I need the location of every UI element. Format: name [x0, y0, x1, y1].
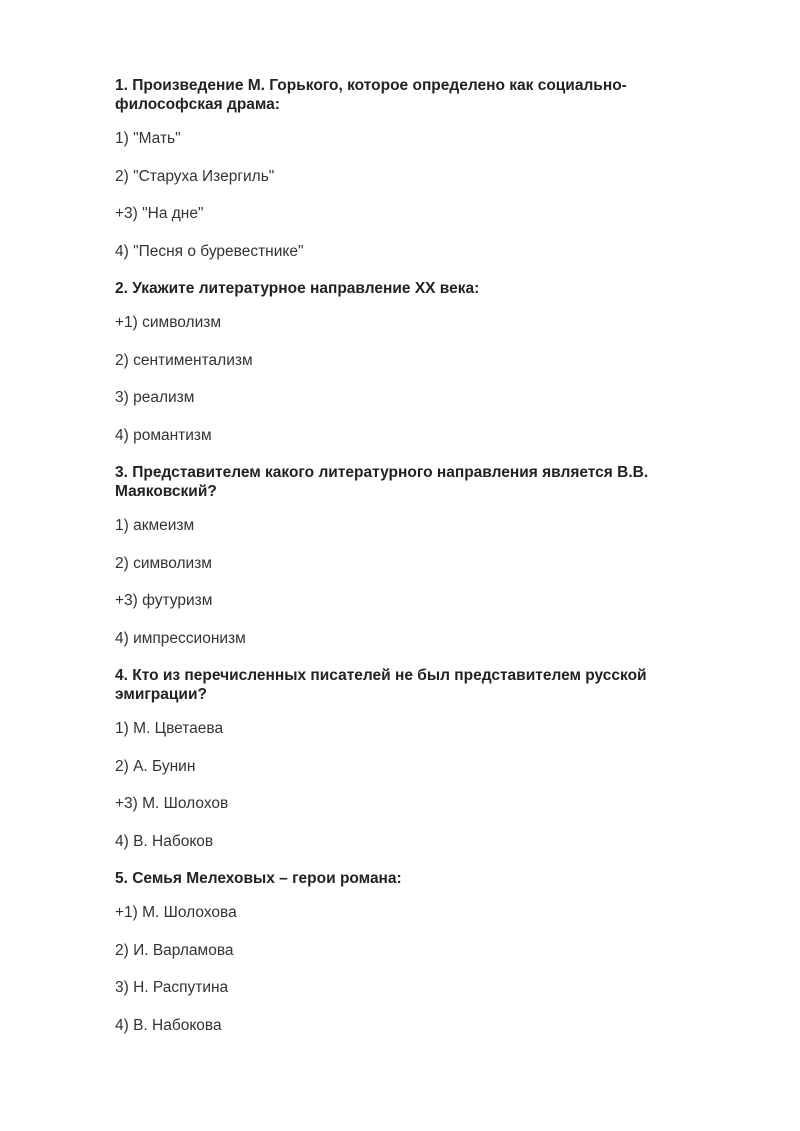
- answer-option: +3) футуризм: [115, 592, 213, 609]
- answer-option: +1) символизм: [115, 314, 222, 331]
- answer-option: 2) "Старуха Изергиль": [115, 167, 275, 185]
- question-text: 3. Представителем какого литературного направления является В.В. Маяковский?: [115, 464, 649, 500]
- answer-option: 2) символизм: [115, 554, 212, 572]
- answer-option: 3) реализм: [115, 389, 195, 406]
- answer-option: 1) акмеизм: [115, 517, 195, 534]
- answer-option: 4) "Песня о буревестнике": [115, 242, 304, 260]
- answer-option: +3) "На дне": [115, 205, 204, 222]
- question-text: 1. Произведение М. Горького, которое определено как социально-философская драма:: [115, 77, 627, 113]
- answer-option: +3) М. Шолохов: [115, 795, 229, 812]
- question-block-5: [115, 869, 685, 1035]
- answer-option: 4) В. Набоков: [115, 832, 214, 850]
- question-block-2: [115, 279, 685, 445]
- answer-option: 1) М. Цветаева: [115, 720, 224, 737]
- answer-option: 4) импрессионизм: [115, 629, 246, 647]
- question-block-4: [115, 666, 685, 851]
- question-block-3: [115, 463, 685, 648]
- answer-option: 2) А. Бунин: [115, 757, 196, 775]
- answer-option: +1) М. Шолохова: [115, 904, 237, 921]
- document-page: [115, 76, 685, 1053]
- answer-option: 1) "Мать": [115, 130, 181, 147]
- answer-option: 2) И. Варламова: [115, 941, 234, 959]
- question-text: 5. Семья Мелеховых – герои романа:: [115, 870, 402, 887]
- answer-option: 3) Н. Распутина: [115, 979, 229, 996]
- answer-option: 4) В. Набокова: [115, 1016, 222, 1034]
- answer-option: 2) сентиментализм: [115, 351, 253, 369]
- question-block-1: [115, 76, 685, 261]
- question-text: 4. Кто из перечисленных писателей не был представителем русской эмиграции?: [115, 667, 647, 703]
- question-text: 2. Укажите литературное направление XX века:: [115, 280, 480, 297]
- answer-option: 4) романтизм: [115, 426, 212, 444]
